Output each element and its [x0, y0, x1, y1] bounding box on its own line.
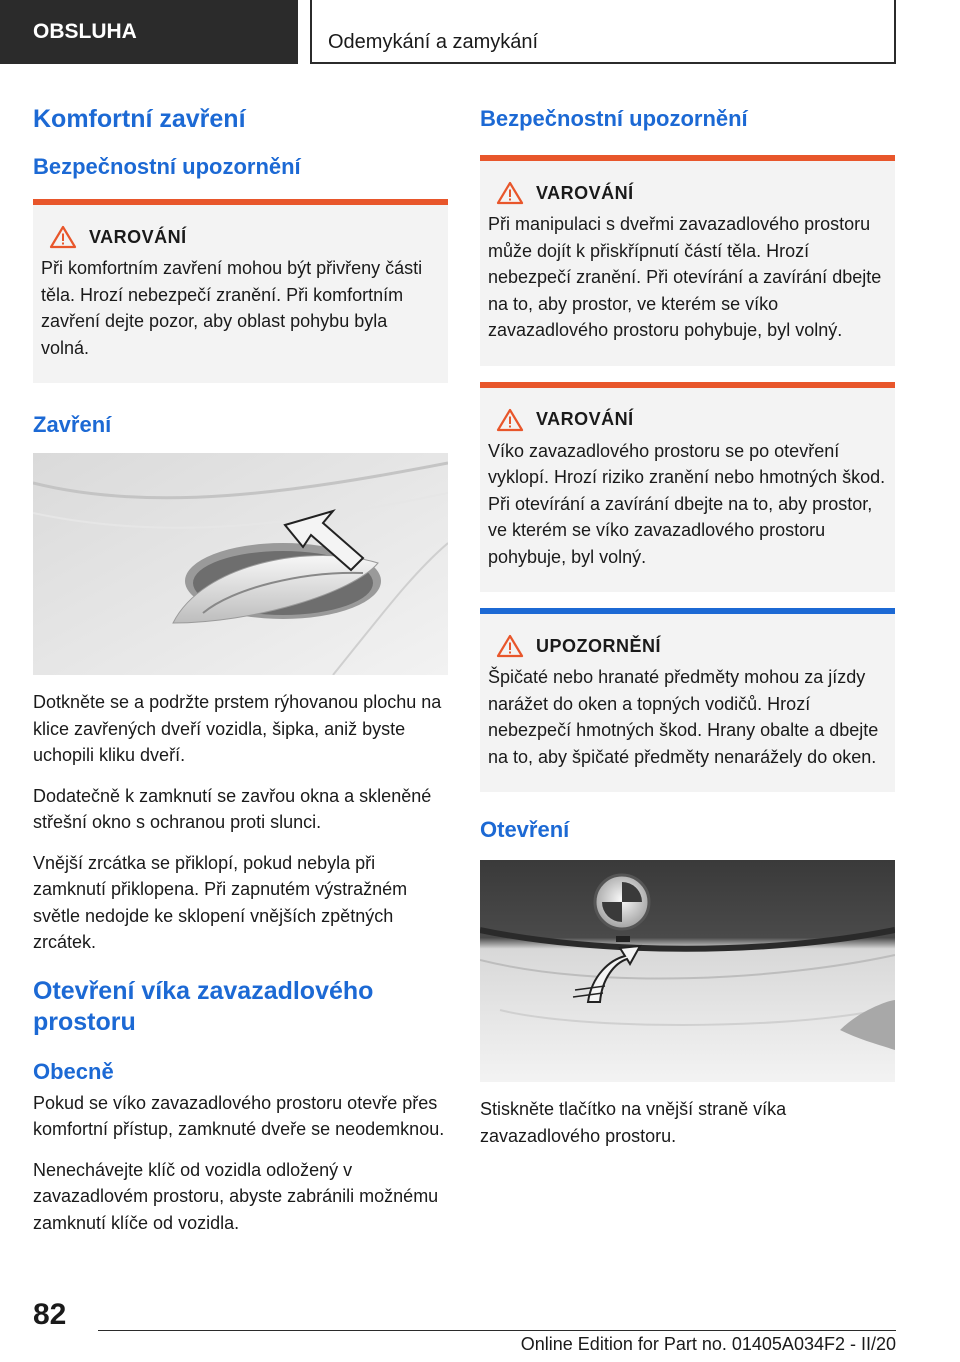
footer-divider	[98, 1330, 896, 1331]
notice-text: Špičaté nebo hranaté předměty mohou za jízdy narážet do oken a topných vodičů. Hrozí nebezpečí hmotných škod. Hrany obalte a dbejte na to, aby špičaté předměty nenarážely do oken.	[488, 667, 879, 767]
heading-general: Obecně	[33, 1058, 114, 1084]
warning-text: Při komfortním zavření mohou být přivřeny části těla. Hrozí nebezpečí zranění. Při komfortním zavření dejte pozor, aby oblast pohybu byla volná.	[41, 258, 423, 358]
notice-box	[480, 608, 895, 792]
section-tab: OBSLUHA	[0, 0, 298, 64]
warning-triangle-icon	[496, 634, 524, 658]
warning-text: Při manipulaci s dveřmi zavazadlového prostoru může dojít k přiskřípnutí částí těla. Hrozí nebezpečí zranění. Při otevírání a zavírání dbejte na to, aby prostor, ve kterém se víko zavazadlového prostoru pohybuje, byl volný.	[488, 214, 882, 340]
warning-box	[480, 155, 895, 366]
heading-opening: Otevření	[480, 817, 570, 842]
left-column	[33, 100, 448, 1250]
chapter-title: Odemykání a zamykání	[310, 0, 896, 64]
warning-triangle-icon	[496, 181, 524, 205]
heading-safety-notes-right: Bezpečnostní upozornění	[480, 106, 748, 131]
heading-safety-notes: Bezpečnostní upozornění	[33, 154, 301, 179]
warning-label: VAROVÁNÍ	[536, 409, 634, 429]
warning-box	[480, 382, 895, 593]
paragraph-key-warning: Nenechávejte klíč od vozidla odložený v zavazadlovém prostoru, abyste zabránili možnému zamknutí klíče od vozidla.	[33, 1159, 439, 1233]
edition-note: Online Edition for Part no. 01405A034F2 - II/20	[520, 1334, 896, 1354]
heading-comfort-close: Komfortní zavření	[33, 105, 246, 133]
paragraph-press-button: Stiskněte tlačítko na vnější straně víka zavazadlového prostoru.	[480, 1099, 787, 1146]
right-column	[480, 100, 895, 1163]
warning-triangle-icon	[49, 225, 77, 249]
warning-triangle-icon	[496, 408, 524, 432]
warning-box	[33, 199, 448, 383]
paragraph-general: Pokud se víko zavazadlového prostoru otevře přes komfortní přístup, zamknuté dveře se neodemknou.	[33, 1092, 445, 1139]
page-number: 82	[33, 1298, 67, 1331]
paragraph-touch-handle: Dotkněte se a podržte prstem rýhovanou plochu na klice zavřených dveří vozidla, šipka, aniž byste uchopili kliku dveří.	[33, 692, 442, 765]
warning-text: Víko zavazadlového prostoru se po otevření vyklopí. Hrozí riziko zranění nebo hmotných škod. Při otevírání a zavírání dbejte na to, aby prostor, ve kterém se víko zavazadlového prostoru pohybuje, byl volný.	[488, 440, 886, 567]
warning-label: VAROVÁNÍ	[89, 226, 187, 247]
warning-label: VAROVÁNÍ	[536, 182, 634, 203]
heading-closing: Zavření	[33, 412, 112, 437]
notice-label: UPOZORNĚNÍ	[536, 635, 662, 656]
paragraph-windows-close: Dodatečně k zamknutí se zavřou okna a skleněné střešní okno s ochranou proti slunci.	[33, 785, 432, 832]
paragraph-mirrors: Vnější zrcátka se přiklopí, pokud nebyla při zamknutí přiklopena. Při zapnutém výstražném světle nedojde ke sklopení vnějších zpětných zrcátek.	[33, 852, 408, 952]
heading-trunk-opening: Otevření víka zavazadlového prostoru	[33, 976, 374, 1036]
trunk-button-illustration	[480, 860, 895, 1082]
door-handle-illustration	[33, 453, 448, 675]
